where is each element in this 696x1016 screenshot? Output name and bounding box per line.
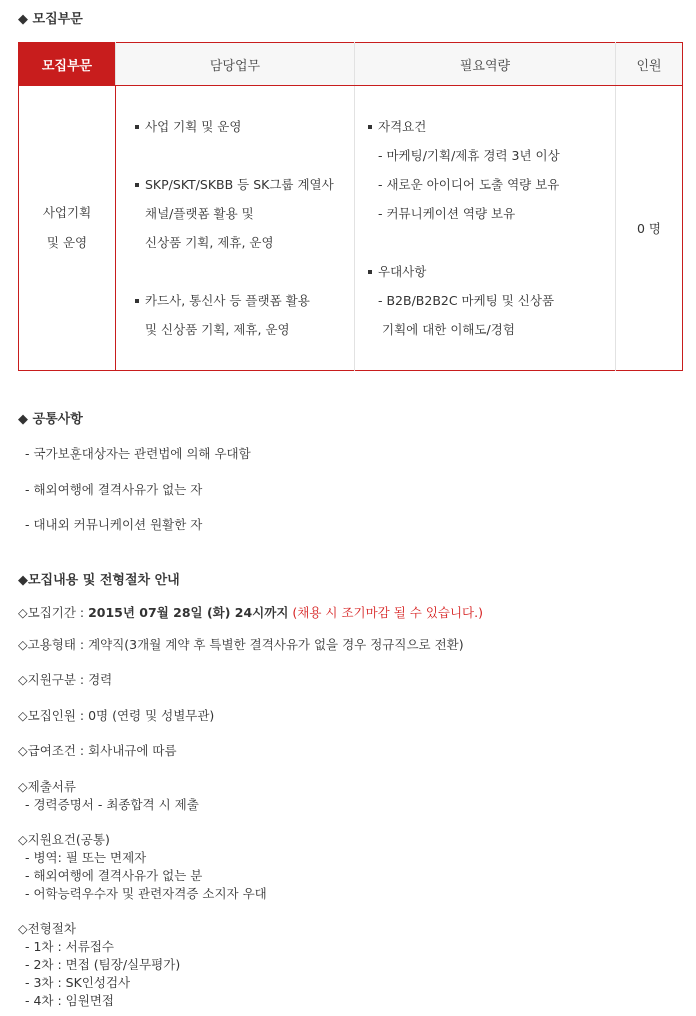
duties-text: 신상품 기획, 제휴, 운영 xyxy=(145,235,274,250)
duties-line xyxy=(135,170,353,199)
skills-line xyxy=(368,170,614,199)
square-bullet-icon xyxy=(135,183,139,187)
duties-cell xyxy=(116,86,355,371)
process-step: - 3차 : SK인성검사 xyxy=(25,975,131,990)
skills-text: - 커뮤니케이션 역량 보유 xyxy=(378,206,516,221)
skills-cell xyxy=(355,86,616,371)
process-step: - 2차 : 면접 (팀장/실무평가) xyxy=(25,957,181,972)
process-step: - 4차 : 임원면접 xyxy=(25,993,114,1008)
duties-text: 및 신상품 기획, 제휴, 운영 xyxy=(145,322,290,337)
recruit-table xyxy=(18,42,683,371)
duties-text: SKP/SKT/SKBB 등 SK그룹 계열사 xyxy=(145,177,334,192)
header-count: 인원 xyxy=(616,43,683,86)
period-value: 2015년 07월 28일 (화) 24시까지 xyxy=(88,605,289,620)
process-step: - 1차 : 서류접수 xyxy=(25,939,114,954)
duties-line xyxy=(135,112,353,141)
skills-line xyxy=(368,112,614,141)
skills-line xyxy=(368,199,614,228)
square-bullet-icon xyxy=(135,299,139,303)
square-bullet-icon xyxy=(368,125,372,129)
period-label: ◇모집기간 : xyxy=(18,605,89,620)
section-title-recruit-dept: ◆ 모집부문 xyxy=(18,12,83,27)
spacer xyxy=(135,141,353,170)
square-bullet-icon xyxy=(368,270,372,274)
documents-title: ◇제출서류 xyxy=(18,779,76,794)
period-row xyxy=(18,603,483,621)
employment-row: ◇고용형태 : 계약직(3개월 계약 후 특별한 결격사유가 없을 경우 정규직으로 전환) xyxy=(18,637,464,652)
skills-text: - 새로운 아이디어 도출 역량 보유 xyxy=(378,177,560,192)
common-item: - 국가보훈대상자는 관련법에 의해 우대함 xyxy=(25,446,251,461)
section-title-common: ◆ 공통사항 xyxy=(18,412,83,427)
dept-cell xyxy=(19,86,116,371)
requirements-item: - 병역: 필 또는 면제자 xyxy=(25,850,147,865)
duties-line xyxy=(135,228,353,257)
skills-line xyxy=(368,286,614,315)
duties-text: 카드사, 통신사 등 플랫폼 활용 xyxy=(145,293,310,308)
skills-text: 기획에 대한 이해도/경험 xyxy=(382,322,515,337)
process-title: ◇전형절차 xyxy=(18,921,76,936)
spacer xyxy=(368,228,614,257)
requirements-item: - 어학능력우수자 및 관련자격증 소지자 우대 xyxy=(25,886,267,901)
square-bullet-icon xyxy=(135,125,139,129)
duties-line xyxy=(135,199,353,228)
duties-line xyxy=(135,286,353,315)
header-duties: 담당업무 xyxy=(116,43,355,86)
count-cell: 0 명 xyxy=(616,86,683,371)
header-skills: 필요역량 xyxy=(355,43,616,86)
skills-text: - 마케팅/기획/제휴 경력 3년 이상 xyxy=(378,148,560,163)
common-item: - 해외여행에 결격사유가 없는 자 xyxy=(25,482,203,497)
period-note: (채용 시 조기마감 될 수 있습니다.) xyxy=(288,605,483,620)
skills-text: 자격요건 xyxy=(378,119,427,134)
skills-line xyxy=(368,141,614,170)
dept-line: 사업기획 xyxy=(42,205,92,220)
header-dept: 모집부문 xyxy=(19,43,116,86)
requirements-item: - 해외여행에 결격사유가 없는 분 xyxy=(25,868,203,883)
skills-text: 우대사항 xyxy=(378,264,427,279)
common-item: - 대내외 커뮤니케이션 원활한 자 xyxy=(25,517,203,532)
salary-row: ◇급여조건 : 회사내규에 따름 xyxy=(18,743,177,758)
section-title-info: ◆모집내용 및 전형절차 안내 xyxy=(18,573,180,588)
skills-line xyxy=(368,257,614,286)
duties-text: 사업 기획 및 운영 xyxy=(145,119,242,134)
type-row: ◇지원구분 : 경력 xyxy=(18,672,113,687)
skills-text: - B2B/B2B2C 마케팅 및 신상품 xyxy=(378,293,555,308)
duties-line xyxy=(135,315,353,344)
headcount-row: ◇모집인원 : 0명 (연령 및 성별무관) xyxy=(18,708,215,723)
spacer xyxy=(135,257,353,286)
documents-item: - 경력증명서 - 최종합격 시 제출 xyxy=(25,797,199,812)
dept-line: 및 운영 xyxy=(46,235,88,250)
skills-line xyxy=(368,315,614,344)
requirements-title: ◇지원요건(공통) xyxy=(18,832,110,847)
duties-text: 채널/플랫폼 활용 및 xyxy=(145,206,254,221)
